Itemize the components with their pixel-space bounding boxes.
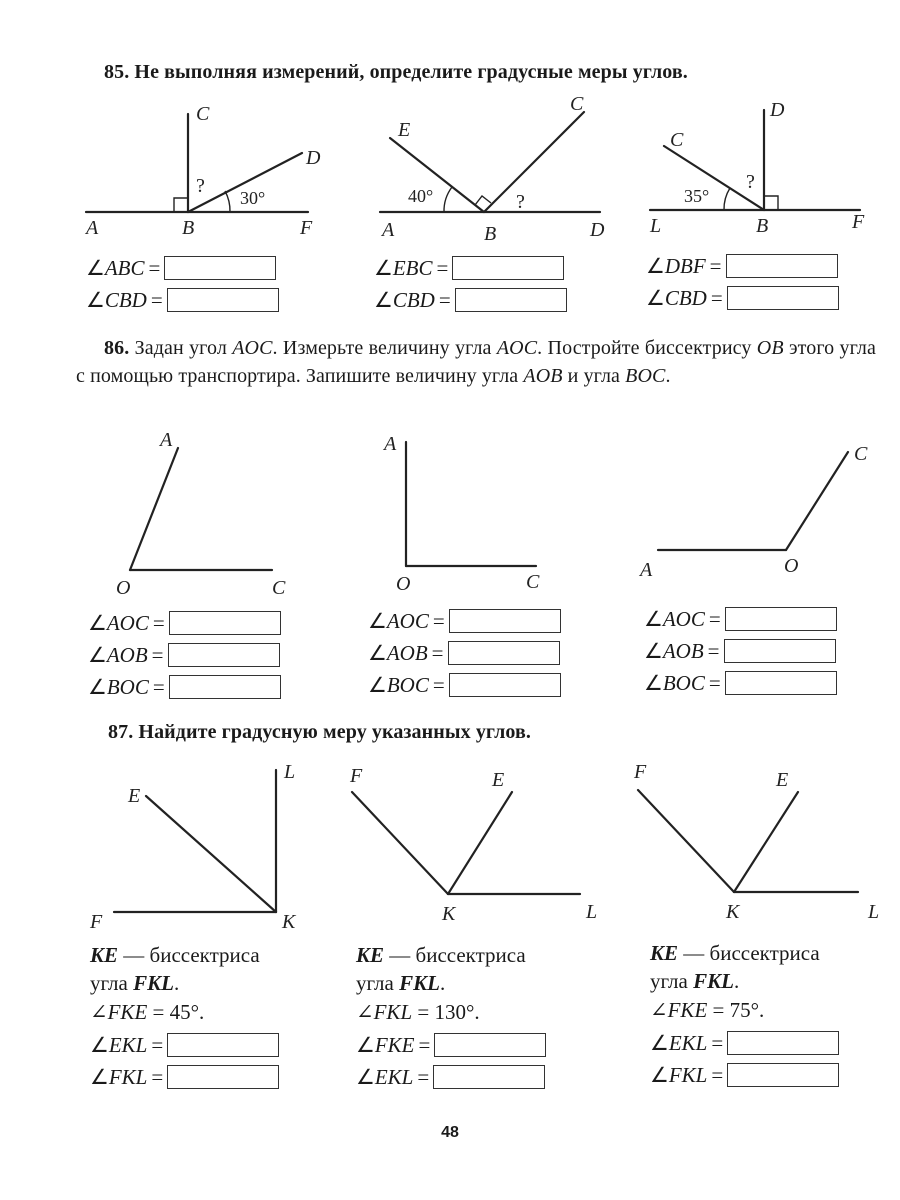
- answer-input-fkl-1[interactable]: [167, 1065, 279, 1089]
- right-angle-mark: [174, 198, 188, 212]
- answer-row: ∠EKL =: [90, 1030, 279, 1060]
- answer-row: ∠AOC =: [368, 606, 561, 636]
- ray-ke: [448, 792, 512, 894]
- answer-input-aoc-1[interactable]: [169, 611, 281, 635]
- label-d: D: [590, 219, 605, 241]
- label-l: L: [586, 901, 598, 923]
- label-c: C: [526, 571, 540, 593]
- unknown-angle-mark: ?: [746, 171, 755, 193]
- bisector-note-3: KE — биссектриса угла FKL.: [650, 941, 820, 993]
- task-85-heading: [104, 58, 688, 86]
- unknown-angle-mark: ?: [516, 191, 525, 213]
- label-c: C: [670, 129, 684, 151]
- angle-value: 35°: [684, 186, 710, 206]
- task-87-figure-3: [626, 756, 894, 936]
- given-angle-1: ∠FKE = 45°.: [90, 1000, 205, 1024]
- answer-row: ∠EKL =: [356, 1062, 545, 1092]
- answer-input-fke-2[interactable]: [434, 1033, 546, 1057]
- task-86-figure-3: [636, 436, 886, 586]
- answer-row: ∠BOC =: [88, 672, 281, 702]
- label-e: E: [398, 119, 411, 141]
- answer-input-boc-3[interactable]: [725, 671, 837, 695]
- bisector-note-1: KE — биссектриса угла FKL.: [90, 943, 260, 995]
- label-k: K: [282, 911, 296, 933]
- label-e: E: [128, 785, 141, 807]
- answer-row: ∠AOB =: [644, 636, 836, 666]
- ray-ke: [734, 792, 798, 892]
- task-87-heading: [108, 718, 531, 746]
- answer-row: ∠CBD =: [374, 285, 567, 315]
- label-f: F: [634, 761, 647, 783]
- ray-oc: [786, 452, 848, 550]
- page-number: 48: [441, 1124, 459, 1141]
- label-b: B: [182, 217, 195, 239]
- label-d: D: [770, 99, 785, 121]
- task-87-figure-1: [84, 756, 314, 936]
- answer-row: ∠FKL =: [90, 1062, 279, 1092]
- label-c: C: [272, 577, 286, 599]
- answer-row: ∠AOC =: [644, 604, 837, 634]
- label-c: C: [854, 443, 868, 465]
- answer-input-aob-3[interactable]: [724, 639, 836, 663]
- angle-arc: [724, 188, 730, 210]
- label-l: L: [284, 761, 296, 783]
- answer-row: ∠EKL =: [650, 1028, 839, 1058]
- answer-row: ∠FKL =: [650, 1060, 839, 1090]
- right-angle-mark: [764, 196, 778, 210]
- answer-row: ∠FKE =: [356, 1030, 546, 1060]
- angle-value: 30°: [240, 188, 266, 208]
- task-86-heading: 86. Задан угол AOC. Измерьте величину угла AOC. Постройте биссектрису OB этого угла с помощью транспортира. Запишите величину угла AOB и угла BOC.: [76, 337, 876, 387]
- answer-row: ∠BOC =: [368, 670, 561, 700]
- answer-row: ∠ABC =: [86, 253, 276, 283]
- answer-input-ekl-3[interactable]: [727, 1031, 839, 1055]
- ray-oa: [130, 448, 178, 570]
- label-f: F: [300, 217, 313, 239]
- ray-bc: [484, 112, 584, 212]
- angle-arc: [225, 191, 230, 212]
- label-l: L: [868, 901, 880, 923]
- answer-input-ebc[interactable]: [452, 256, 564, 280]
- task-87-prompt: Найдите градусную меру указанных углов.: [138, 721, 532, 743]
- label-a: A: [160, 429, 173, 451]
- task-87-figure-2: [340, 756, 620, 936]
- label-c: C: [196, 103, 210, 125]
- answer-row: ∠AOB =: [88, 640, 280, 670]
- label-f: F: [350, 765, 363, 787]
- ray-be: [390, 138, 484, 212]
- label-a: A: [86, 217, 99, 239]
- angle-symbol: ∠: [86, 255, 105, 280]
- ray-kf: [352, 792, 448, 894]
- answer-row: ∠BOC =: [644, 668, 837, 698]
- answer-input-cbd[interactable]: [167, 288, 279, 312]
- task-85-figure-3: [642, 96, 882, 241]
- answer-input-boc-2[interactable]: [449, 673, 561, 697]
- answer-input-fkl-3[interactable]: [727, 1063, 839, 1087]
- answer-row: ∠AOB =: [368, 638, 560, 668]
- given-angle-2: ∠FKL = 130°.: [356, 1000, 480, 1024]
- task-87-number: 87.: [108, 721, 134, 743]
- answer-row: ∠AOC =: [88, 608, 281, 638]
- label-e: E: [492, 769, 505, 791]
- label-f: F: [90, 911, 103, 933]
- task-85-prompt: Не выполняя измерений, определите градусные меры углов.: [134, 61, 688, 83]
- unknown-angle-mark: ?: [196, 175, 205, 197]
- label-e: E: [776, 769, 789, 791]
- label-a: A: [384, 433, 397, 455]
- bisector-note-2: KE — биссектриса угла FKL.: [356, 943, 526, 995]
- angle-arc: [444, 187, 452, 212]
- label-b: B: [756, 215, 769, 237]
- answer-row: ∠CBD =: [86, 285, 279, 315]
- label-b: B: [484, 223, 497, 245]
- answer-input-cbd-2[interactable]: [455, 288, 567, 312]
- label-f: F: [852, 211, 865, 233]
- answer-row: ∠EBC =: [374, 253, 564, 283]
- answer-input-aob-2[interactable]: [448, 641, 560, 665]
- ray-kf: [638, 790, 734, 892]
- answer-input-ekl-2[interactable]: [433, 1065, 545, 1089]
- angle-name: ABC: [104, 255, 145, 280]
- label-a: A: [640, 559, 653, 581]
- ray-ke: [146, 796, 276, 912]
- task-86-figure-2: [380, 426, 580, 601]
- label-c: C: [570, 93, 584, 115]
- label-d: D: [306, 147, 321, 169]
- task-85-figure-2: [372, 92, 612, 244]
- answer-row: ∠CBD =: [646, 283, 839, 313]
- answer-input-abc[interactable]: [164, 256, 276, 280]
- task-85-number: 85.: [104, 61, 130, 83]
- label-o: O: [396, 573, 411, 595]
- label-k: K: [726, 901, 740, 923]
- label-o: O: [116, 577, 131, 599]
- task-85-figure-1: [80, 98, 330, 243]
- answer-input-boc-1[interactable]: [169, 675, 281, 699]
- answer-row: ∠DBF =: [646, 251, 838, 281]
- right-angle-mark: [475, 196, 491, 205]
- task-86-number: 86.: [104, 337, 130, 359]
- label-o: O: [784, 555, 799, 577]
- answer-input-aoc-3[interactable]: [725, 607, 837, 631]
- answer-input-cbd-3[interactable]: [727, 286, 839, 310]
- answer-input-ekl-1[interactable]: [167, 1033, 279, 1057]
- task-86-figure-1: [110, 426, 310, 601]
- angle-value: 40°: [408, 186, 434, 206]
- answer-input-aob-1[interactable]: [168, 643, 280, 667]
- answer-input-aoc-2[interactable]: [449, 609, 561, 633]
- label-l: L: [650, 215, 662, 237]
- label-k: K: [442, 903, 456, 925]
- label-a: A: [382, 219, 395, 241]
- given-angle-3: ∠FKE = 75°.: [650, 998, 765, 1022]
- answer-input-dbf[interactable]: [726, 254, 838, 278]
